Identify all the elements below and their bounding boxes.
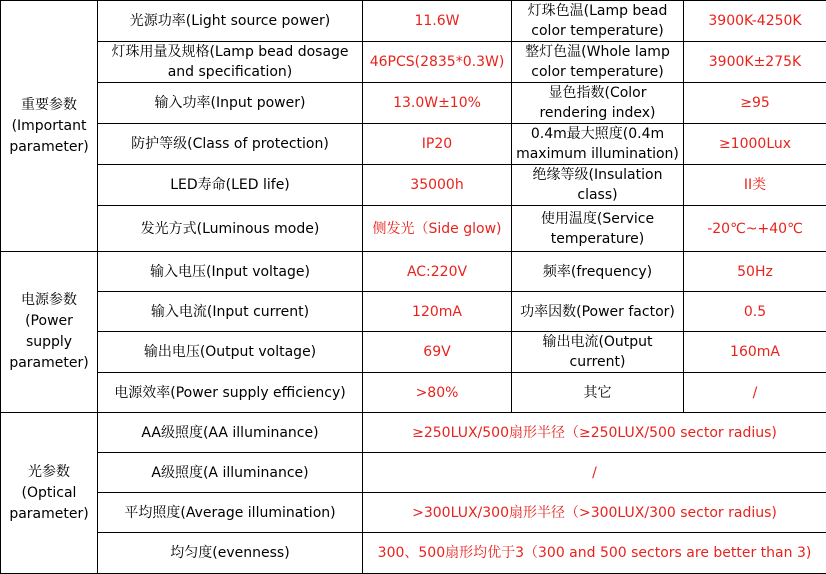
label-a-illuminance: A级照度(A illuminance)	[98, 453, 363, 493]
label-input-voltage: 输入电压(Input voltage)	[98, 252, 363, 292]
value-color-rendering-index: ≥95	[684, 83, 826, 124]
label-average-illumination: 平均照度(Average illumination)	[98, 493, 363, 533]
table-row	[1, 373, 826, 413]
value-power-supply-efficiency: >80%	[363, 373, 512, 413]
label-service-temperature: 使用温度(Service temperature)	[512, 206, 684, 252]
table-row	[1, 453, 826, 493]
group-optical: 光参数(Optical parameter)	[1, 413, 98, 574]
label-color-rendering-index: 显色指数(Color rendering index)	[512, 83, 684, 124]
value-luminous-mode: 侧发光（Side glow)	[363, 206, 512, 252]
label-other: 其它	[512, 373, 684, 413]
table-row	[1, 533, 826, 574]
label-whole-lamp-color-temperature: 整灯色温(Whole lamp color temperature)	[512, 42, 684, 83]
label-class-of-protection: 防护等级(Class of protection)	[98, 124, 363, 165]
table-row	[1, 42, 826, 83]
label-power-supply-efficiency: 电源效率(Power supply efficiency)	[98, 373, 363, 413]
label-led-life: LED寿命(LED life)	[98, 165, 363, 206]
table-row	[1, 83, 826, 124]
value-lamp-bead-dosage: 46PCS(2835*0.3W)	[363, 42, 512, 83]
label-output-current: 输出电流(Output current)	[512, 332, 684, 373]
label-maximum-illumination: 0.4m最大照度(0.4m maximum illumination)	[512, 124, 684, 165]
value-average-illumination: >300LUX/300扇形半径（>300LUX/300 sector radius)	[363, 493, 826, 533]
value-input-power: 13.0W±10%	[363, 83, 512, 124]
value-lamp-bead-color-temperature: 3900K-4250K	[684, 1, 826, 42]
group-power-supply: 电源参数(Power supply parameter)	[1, 252, 98, 413]
label-frequency: 频率(frequency)	[512, 252, 684, 292]
value-a-illuminance: /	[363, 453, 826, 493]
value-aa-illuminance: ≥250LUX/500扇形半径（≥250LUX/500 sector radius)	[363, 413, 826, 453]
label-input-current: 输入电流(Input current)	[98, 292, 363, 332]
table-row	[1, 252, 826, 292]
value-output-current: 160mA	[684, 332, 826, 373]
value-evenness: 300、500扇形均优于3（300 and 500 sectors are better than 3)	[363, 533, 826, 574]
label-lamp-bead-color-temperature: 灯珠色温(Lamp bead color temperature)	[512, 1, 684, 42]
label-output-voltage: 输出电压(Output voltage)	[98, 332, 363, 373]
value-maximum-illumination: ≥1000Lux	[684, 124, 826, 165]
label-evenness: 均匀度(evenness)	[98, 533, 363, 574]
table-row	[1, 165, 826, 206]
label-power-factor: 功率因数(Power factor)	[512, 292, 684, 332]
label-input-power: 输入功率(Input power)	[98, 83, 363, 124]
table-row	[1, 493, 826, 533]
label-lamp-bead-dosage: 灯珠用量及规格(Lamp bead dosage and specification)	[98, 42, 363, 83]
table-row	[1, 124, 826, 165]
label-aa-illuminance: AA级照度(AA illuminance)	[98, 413, 363, 453]
value-other: /	[684, 373, 826, 413]
table-row	[1, 1, 826, 42]
value-output-voltage: 69V	[363, 332, 512, 373]
label-insulation-class: 绝缘等级(Insulation class)	[512, 165, 684, 206]
value-service-temperature: -20℃~+40℃	[684, 206, 826, 252]
value-led-life: 35000h	[363, 165, 512, 206]
table-row	[1, 413, 826, 453]
value-frequency: 50Hz	[684, 252, 826, 292]
table-row	[1, 332, 826, 373]
value-whole-lamp-color-temperature: 3900K±275K	[684, 42, 826, 83]
value-insulation-class: II类	[684, 165, 826, 206]
group-important: 重要参数(Important parameter)	[1, 1, 98, 252]
value-power-factor: 0.5	[684, 292, 826, 332]
table-row	[1, 206, 826, 252]
value-light-source-power: 11.6W	[363, 1, 512, 42]
value-input-voltage: AC:220V	[363, 252, 512, 292]
table-row	[1, 292, 826, 332]
label-luminous-mode: 发光方式(Luminous mode)	[98, 206, 363, 252]
value-input-current: 120mA	[363, 292, 512, 332]
label-light-source-power: 光源功率(Light source power)	[98, 1, 363, 42]
value-class-of-protection: IP20	[363, 124, 512, 165]
